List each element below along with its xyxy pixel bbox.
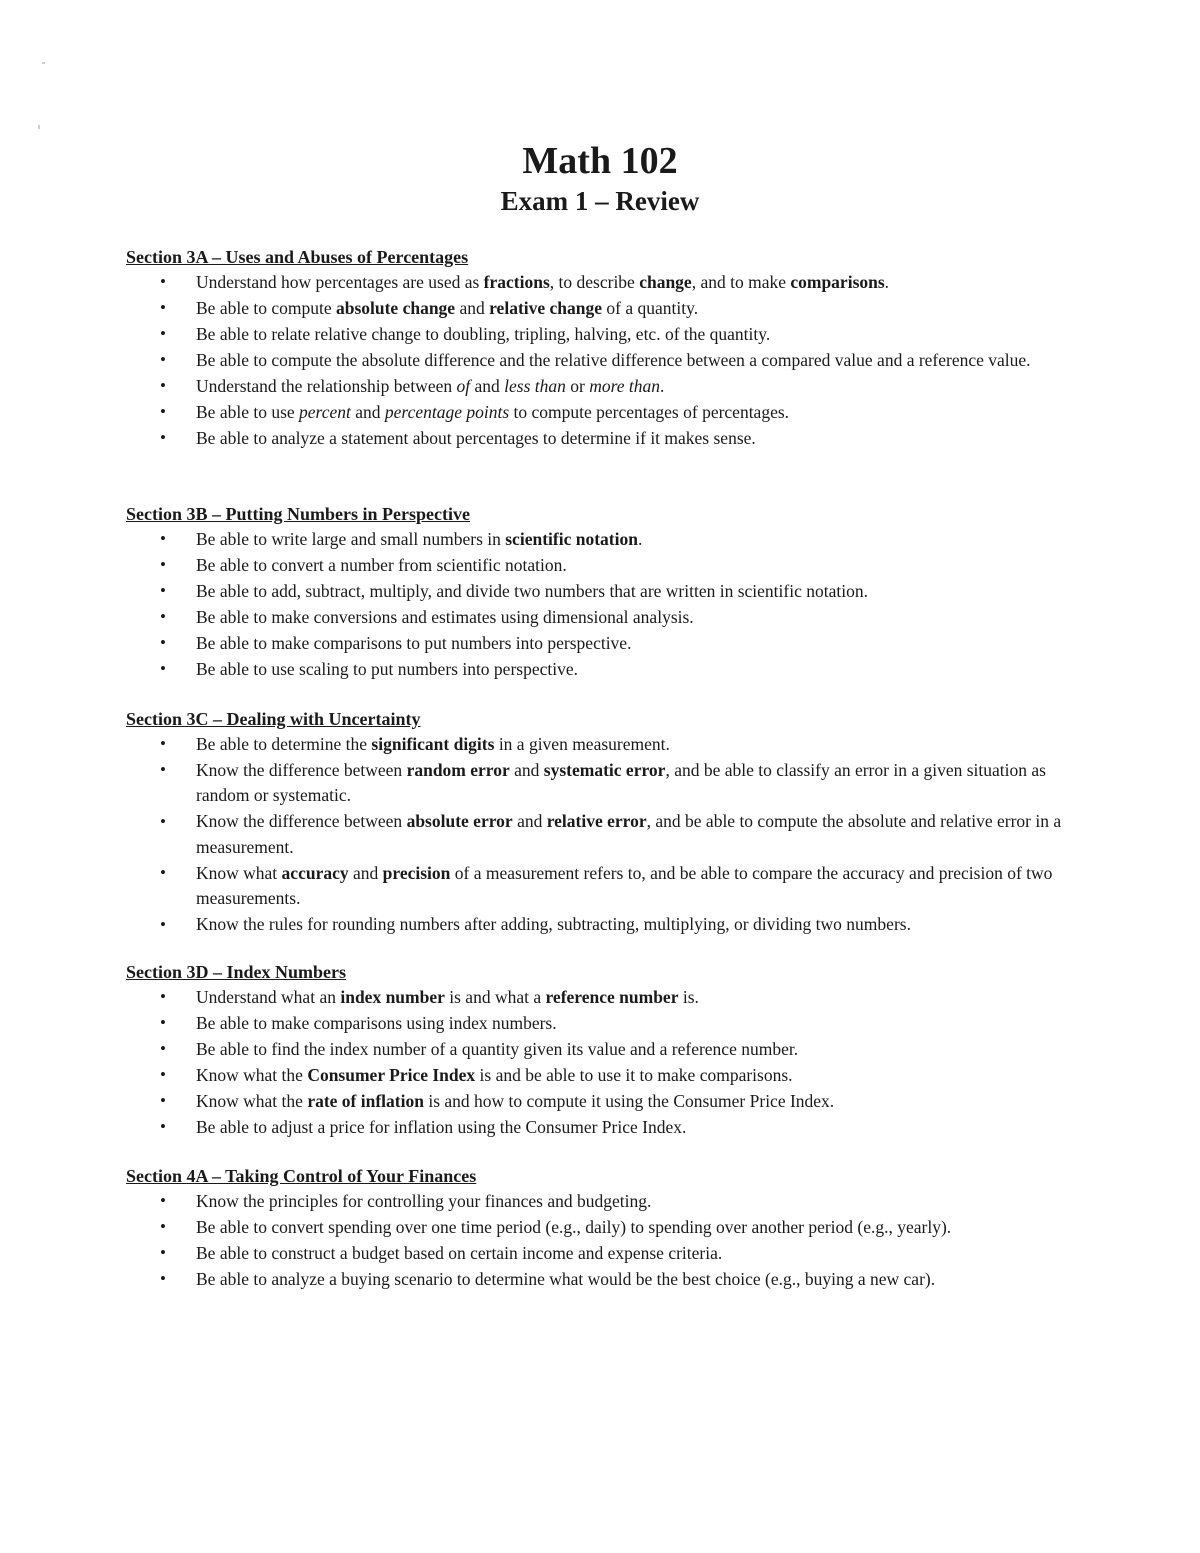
item-text: is and how to compute it using the Consumer Price Index. (423, 1090, 835, 1111)
objective-item (126, 656, 1066, 682)
key-term: index number (340, 986, 445, 1007)
key-term: absolute error (406, 811, 513, 831)
key-term: precision (382, 862, 451, 883)
page-subtitle: Exam 1 – Review (500, 186, 700, 216)
section-heading: Section 4A – Taking Control of Your Finances (126, 1166, 477, 1186)
bullet-icon: • (160, 607, 166, 626)
bullet-icon: • (160, 298, 166, 317)
bullet-icon: • (160, 659, 166, 678)
objective-item (126, 1188, 1066, 1214)
item-text: Understand what an (196, 986, 341, 1007)
emphasized-term: more than (589, 375, 661, 396)
item-text: Be able to analyze a buying scenario to determine what would be the best choice (e.g., buying a new car). (196, 1268, 936, 1289)
bullet-icon: • (160, 402, 166, 421)
bullet-icon: • (160, 760, 166, 779)
objective-item (126, 269, 1066, 295)
section-heading: Section 3C – Dealing with Uncertainty (126, 709, 421, 729)
bullet-icon: • (160, 863, 166, 882)
key-term: reference number (545, 986, 679, 1007)
section-3a (126, 245, 1086, 451)
item-text: Understand the relationship between (196, 375, 457, 396)
objective-list (126, 1188, 1086, 1292)
section-heading: Section 3B – Putting Numbers in Perspective (126, 504, 470, 524)
objective-item (126, 630, 1066, 656)
item-text: in a given measurement. (494, 733, 670, 754)
key-term: change (639, 271, 692, 292)
bullet-icon: • (160, 1039, 166, 1058)
key-term: systematic error (543, 759, 666, 780)
objective-item (126, 984, 1066, 1010)
item-text: or (565, 375, 590, 396)
item-text: Be able to use (196, 401, 300, 422)
bullet-icon: • (160, 272, 166, 291)
objective-item (126, 1214, 1066, 1240)
item-text: Be able to make comparisons to put numbers into perspective. (196, 632, 632, 653)
key-term: relative error (546, 811, 647, 831)
item-text: Be able to analyze a statement about percentages to determine if it makes sense. (196, 427, 756, 448)
objective-list (126, 984, 1086, 1140)
item-text: and (512, 811, 547, 831)
item-text: Know what (196, 862, 282, 883)
section-3c (126, 707, 1086, 938)
page-title: Math 102 (522, 140, 678, 182)
objective-item (126, 1062, 1066, 1088)
item-text: Be able to determine the (196, 733, 372, 754)
bullet-icon: • (160, 581, 166, 600)
objective-item (126, 757, 1066, 809)
item-text: Be able to convert spending over one time period (e.g., daily) to spending over another period (e.g., yearly). (196, 1216, 952, 1237)
section-3d (126, 960, 1086, 1140)
item-text: , and be able to classify an error in a given situation as random or systematic. (196, 759, 1046, 805)
item-text: Be able to make comparisons using index numbers. (196, 1012, 557, 1033)
objective-item (126, 295, 1066, 321)
key-term: random error (406, 759, 510, 780)
item-text: Be able to compute the absolute difference and the relative difference between a compared value and a reference value. (196, 349, 1031, 370)
key-term: scientific notation (505, 528, 638, 549)
bullet-icon: • (160, 428, 166, 447)
item-text: Be able to compute (196, 297, 336, 318)
item-text: Be able to add, subtract, multiply, and divide two numbers that are written in scientific notation. (196, 580, 868, 601)
bullet-icon: • (160, 1065, 166, 1084)
key-term: absolute change (335, 297, 456, 318)
item-text: and (350, 401, 385, 422)
bullet-icon: • (160, 811, 166, 831)
bullet-icon: • (160, 376, 166, 395)
objective-list (126, 526, 1086, 682)
bullet-icon: • (160, 633, 166, 652)
bullet-icon: • (160, 914, 166, 934)
item-text: and (455, 297, 490, 318)
key-term: significant digits (371, 733, 495, 754)
objective-item (126, 399, 1066, 425)
bullet-icon: • (160, 350, 166, 369)
scan-speck (38, 125, 40, 129)
item-text: to compute percentages of percentages. (509, 401, 790, 422)
bullet-icon: • (160, 1217, 166, 1236)
item-text: Know the difference between (196, 811, 407, 831)
objective-item (126, 1240, 1066, 1266)
item-text: Know what the (196, 1064, 308, 1085)
bullet-icon: • (160, 1269, 166, 1288)
section-heading: Section 3A – Uses and Abuses of Percentages (126, 247, 469, 267)
item-text: Be able to find the index number of a quantity given its value and a reference number. (196, 1038, 799, 1059)
bullet-icon: • (160, 1117, 166, 1136)
objective-item (126, 321, 1066, 347)
objective-item (126, 347, 1066, 373)
item-text: Know what the (196, 1090, 308, 1111)
key-term: rate of inflation (307, 1090, 424, 1111)
objective-item (126, 526, 1066, 552)
item-text: Know the principles for controlling your finances and budgeting. (196, 1190, 652, 1211)
item-text: of a measurement refers to, and be able to compare the accuracy and precision of two measurements. (196, 862, 1053, 908)
item-text: is and be able to use it to make comparisons. (475, 1064, 793, 1085)
bullet-icon: • (160, 987, 166, 1006)
objective-item (126, 425, 1066, 451)
item-text: Be able to use scaling to put numbers into perspective. (196, 658, 578, 679)
bullet-icon: • (160, 529, 166, 548)
objective-item (126, 809, 1066, 861)
item-text: and (348, 862, 383, 883)
item-text: . (884, 271, 890, 292)
item-text: Be able to construct a budget based on certain income and expense criteria. (196, 1242, 723, 1263)
objective-item (126, 1266, 1066, 1292)
key-term: accuracy (281, 862, 349, 883)
emphasized-term: of (456, 375, 471, 396)
objective-item (126, 552, 1066, 578)
objective-item (126, 604, 1066, 630)
objective-item (126, 731, 1066, 757)
item-text: Be able to adjust a price for inflation using the Consumer Price Index. (196, 1116, 687, 1137)
bullet-icon: • (160, 1091, 166, 1110)
bullet-icon: • (160, 734, 166, 753)
key-term: comparisons (790, 271, 885, 292)
item-text: Understand how percentages are used as (196, 271, 484, 292)
item-text: of a quantity. (602, 297, 699, 318)
item-text: is and what a (444, 986, 546, 1007)
objective-item (126, 1036, 1066, 1062)
objective-item (126, 373, 1066, 399)
key-term: fractions (483, 271, 550, 292)
item-text: Be able to write large and small numbers in (196, 528, 506, 549)
bullet-icon: • (160, 1243, 166, 1262)
item-text: Know the rules for rounding numbers after adding, subtracting, multiplying, or dividing two numbers. (196, 914, 911, 934)
key-term: relative change (489, 297, 603, 318)
objective-list (126, 731, 1086, 938)
scan-speck (42, 62, 45, 64)
section-heading: Section 3D – Index Numbers (126, 962, 347, 982)
objective-item (126, 1114, 1066, 1140)
emphasized-term: percentage points (384, 401, 510, 422)
bullet-icon: • (160, 324, 166, 343)
section-3b (126, 502, 1086, 682)
objective-item (126, 860, 1066, 912)
item-text: and (509, 759, 544, 780)
bullet-icon: • (160, 1013, 166, 1032)
bullet-icon: • (160, 1191, 166, 1210)
emphasized-term: less than (504, 375, 566, 396)
item-text: Be able to make conversions and estimates using dimensional analysis. (196, 606, 694, 627)
objective-list (126, 269, 1086, 451)
item-text: and (470, 375, 505, 396)
item-text: , and to make (691, 271, 791, 292)
item-text: Be able to relate relative change to doubling, tripling, halving, etc. of the quantity. (196, 323, 771, 344)
item-text: Know the difference between (196, 759, 407, 780)
item-text: , to describe (549, 271, 640, 292)
objective-item (126, 1088, 1066, 1114)
item-text: . (637, 528, 643, 549)
objective-item (126, 1010, 1066, 1036)
item-text: is. (678, 986, 699, 1007)
emphasized-term: percent (299, 401, 351, 422)
objective-item (126, 912, 1066, 938)
item-text: Be able to convert a number from scientific notation. (196, 554, 567, 575)
section-4a (126, 1164, 1086, 1292)
item-text: . (660, 375, 665, 396)
bullet-icon: • (160, 555, 166, 574)
key-term: Consumer Price Index (307, 1064, 476, 1085)
objective-item (126, 578, 1066, 604)
item-text: , and be able to compute the absolute and relative error in a measurement. (196, 811, 1062, 857)
